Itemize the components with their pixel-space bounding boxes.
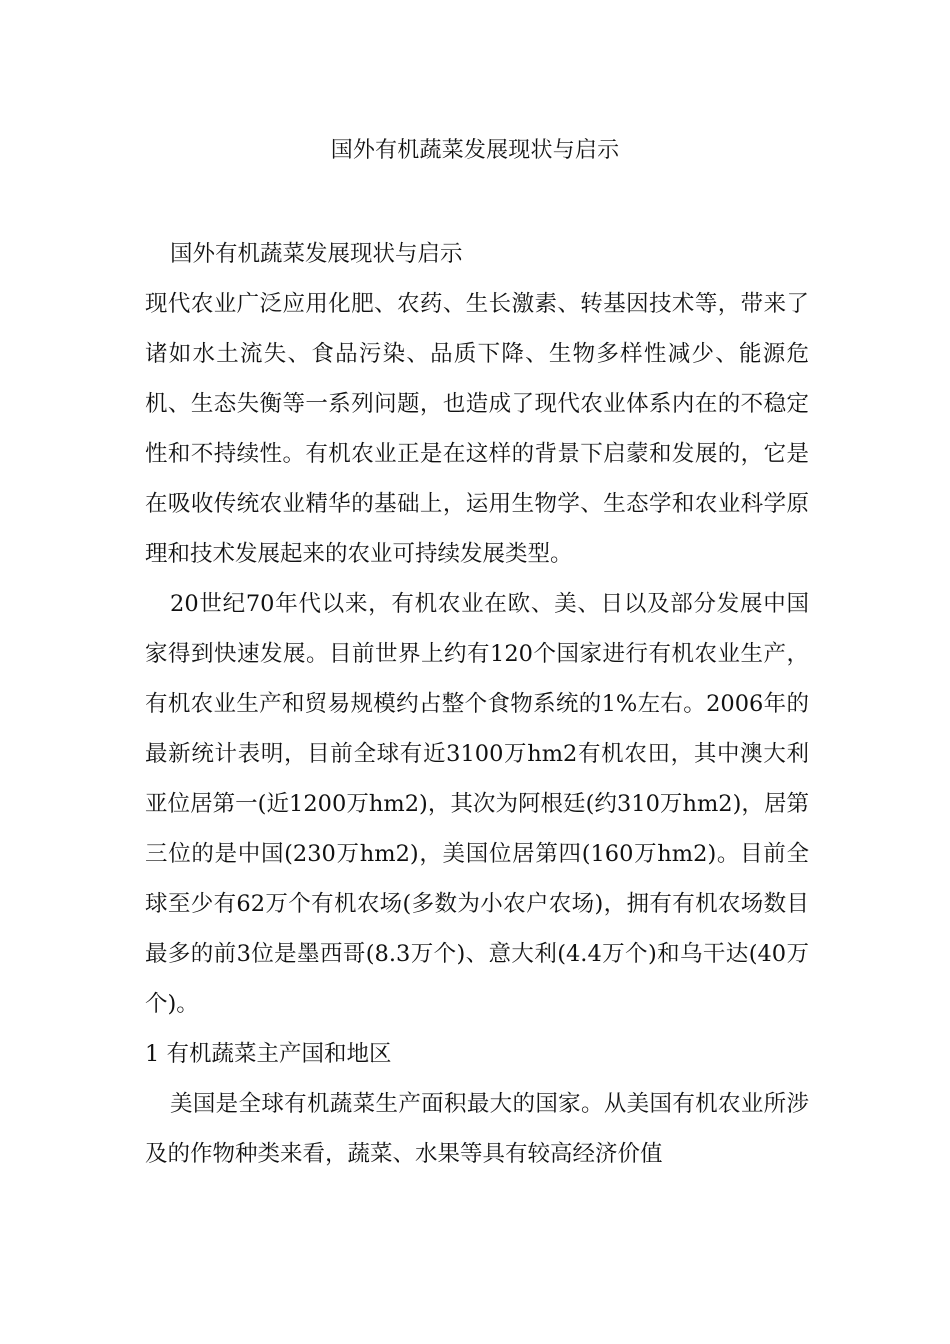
document-body (145, 229, 809, 1179)
document-title: 国外有机蔬菜发展现状与启示 (330, 138, 620, 163)
paragraph-statistics: 20世纪70年代以来，有机农业在欧、美、日以及部分发展中国家得到快速发展。目前世界上约有120个国家进行有机农业生产，有机农业生产和贸易规模约占整个食物系统的1%左右。2006年的最新统计表明，目前全球有近3100万hm2有机农田，其中澳大利亚位居第一(近1200万hm2)，其次为阿根廷(约310万hm2)，居第三位的是中国(230万hm2)，美国位居第四(160万hm2)。目前全球至少有62万个有机农场(多数为小农户农场)，拥有有机农场数目最多的前3位是墨西哥(8.3万个)、意大利(4.4万个)和乌干达(40万个)。 (145, 591, 809, 1017)
paragraph-us-production: 美国是全球有机蔬菜生产面积最大的国家。从美国有机农业所涉及的作物种类来看，蔬菜、水果等具有较高经济价值 (145, 1091, 809, 1167)
section-heading: 国外有机蔬菜发展现状与启示 (170, 241, 463, 267)
numbered-heading: 1 有机蔬菜主产国和地区 (145, 1041, 392, 1067)
paragraph-intro: 现代农业广泛应用化肥、农药、生长激素、转基因技术等，带来了诸如水土流失、食品污染、品质下降、生物多样性减少、能源危机、生态失衡等一系列问题，也造成了现代农业体系内在的不稳定性和不持续性。有机农业正是在这样的背景下启蒙和发展的，它是在吸收传统农业精华的基础上，运用生物学、生态学和农业科学原理和技术发展起来的农业可持续发展类型。 (145, 291, 809, 567)
